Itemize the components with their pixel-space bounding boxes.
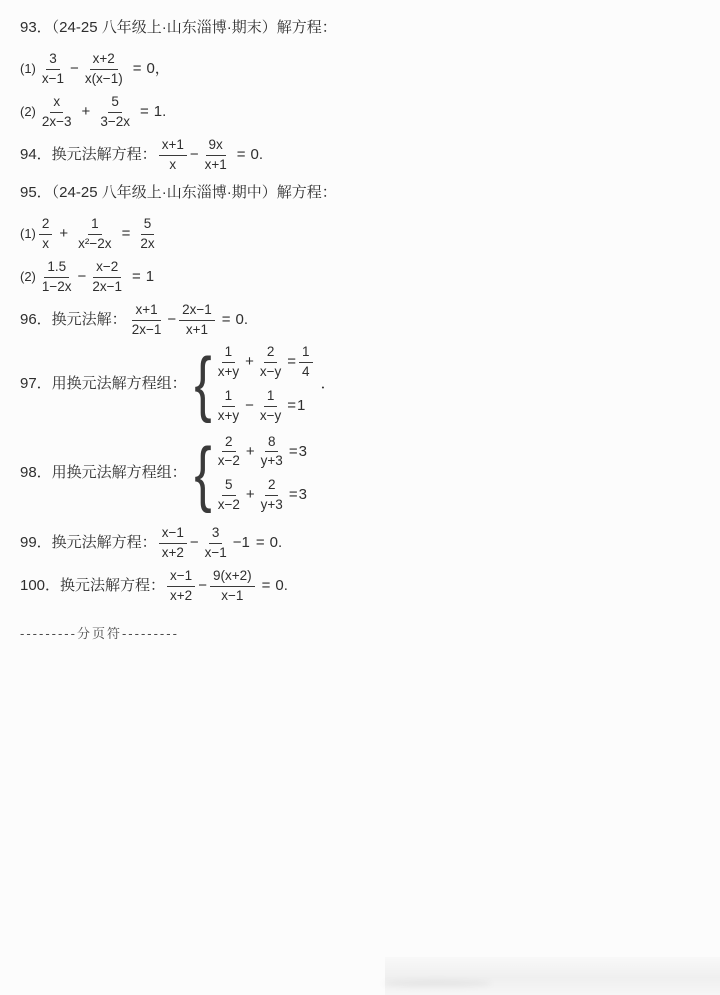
fraction-numerator: 3 (209, 525, 223, 544)
fraction-numerator: x−1 (159, 525, 187, 544)
fraction (159, 525, 187, 562)
fraction-numerator: 1 (222, 388, 236, 407)
math-text: = (236, 145, 246, 163)
fraction-numerator: x−2 (93, 259, 121, 278)
math-text: = (288, 442, 298, 460)
math-text: 96．换元法解： (20, 310, 127, 328)
fraction-numerator: x+1 (132, 302, 160, 321)
fraction (89, 259, 125, 296)
problem-94 (20, 135, 710, 175)
math-text: = (139, 102, 149, 120)
math-text: −1 (232, 533, 250, 551)
fraction-numerator: 1.5 (44, 259, 69, 278)
fraction (39, 51, 67, 88)
fraction (257, 344, 284, 381)
fraction-numerator: 5 (222, 477, 236, 496)
fraction (202, 525, 230, 562)
math-text: (2) (20, 268, 36, 284)
fraction-denominator: x−y (259, 407, 282, 423)
math-text: = (221, 310, 231, 328)
problem-95-part-1 (20, 214, 710, 254)
math-text: = (131, 267, 141, 285)
fraction-denominator: 3−2x (100, 113, 130, 129)
fraction (137, 216, 157, 253)
problem-97 (20, 344, 710, 425)
system-equation (213, 388, 315, 425)
fraction-denominator: x+2 (170, 587, 193, 603)
math-text: 100．换元法解方程： (20, 576, 166, 594)
math-text: + (81, 102, 91, 120)
math-text: 3 (298, 442, 307, 460)
fraction-denominator: x (42, 235, 50, 251)
fraction (258, 477, 286, 514)
equation-system (191, 434, 307, 515)
fraction-denominator: x(x−1) (84, 70, 123, 86)
fraction (179, 302, 215, 339)
math-text: (1) (20, 60, 36, 76)
fraction-denominator: x+y (217, 363, 240, 379)
math-text: 0. (235, 310, 249, 328)
fraction-denominator: 2x−1 (92, 278, 122, 294)
fraction (215, 344, 242, 381)
problem-99 (20, 523, 710, 563)
math-text: = (121, 224, 131, 242)
fraction-numerator: 9x (206, 137, 226, 156)
fraction-numerator: x (50, 94, 63, 113)
fraction-denominator: x−y (259, 363, 282, 379)
fraction (210, 568, 255, 605)
math-text: 3 (298, 486, 307, 504)
system-rows (213, 434, 307, 515)
fraction-numerator: 8 (265, 434, 279, 453)
fraction-denominator: x−2 (217, 453, 240, 469)
fraction (202, 137, 230, 174)
math-text: 0. (275, 576, 288, 594)
fraction-numerator: 2 (222, 434, 236, 453)
fraction (167, 568, 195, 605)
page-break-label: ---------分页符--------- (20, 626, 179, 641)
math-text: = (287, 396, 297, 414)
fraction-denominator: 1−2x (41, 278, 72, 294)
math-text: 99．换元法解方程： (20, 533, 157, 551)
fraction (159, 137, 187, 174)
fraction-numerator: 9(x+2) (210, 568, 255, 587)
fraction-denominator: x−2 (217, 497, 240, 513)
math-text: − (189, 145, 199, 163)
math-text: − (189, 533, 199, 551)
math-text: 98．用换元法解方程组： (20, 464, 187, 482)
fraction-denominator: x+2 (161, 544, 184, 560)
problem-93-part-2 (20, 92, 710, 132)
fraction (39, 259, 75, 296)
math-text: 1 (145, 267, 155, 285)
math-text: + (245, 486, 255, 504)
page-bottom-smudge (382, 980, 492, 987)
system-brace-icon: { (194, 344, 212, 425)
fraction (97, 94, 133, 131)
fraction (39, 94, 75, 131)
math-text: = (132, 59, 142, 77)
fraction-denominator: x−1 (204, 544, 227, 560)
fraction-numerator: 2 (265, 477, 279, 496)
math-text: + (245, 353, 254, 370)
fraction-denominator: 2x (140, 235, 155, 251)
page-bottom-shadow (385, 957, 720, 995)
fraction-numerator: 2 (264, 344, 278, 363)
problem-93-header (20, 16, 710, 40)
math-text: − (245, 396, 254, 414)
fraction-denominator: 4 (302, 363, 310, 379)
fraction-denominator: y+3 (260, 497, 283, 513)
fraction (75, 216, 114, 253)
system-brace-icon: { (194, 433, 212, 514)
math-text: 97．用换元法解方程组： (20, 374, 187, 392)
math-text: ． (320, 374, 336, 392)
math-text: = (261, 576, 271, 594)
fraction-denominator: x−1 (41, 70, 65, 86)
math-text: − (77, 267, 87, 285)
document-body (20, 14, 710, 645)
problem-95-header (20, 181, 710, 205)
problem-96 (20, 300, 710, 340)
fraction-denominator: x (169, 156, 177, 172)
fraction (82, 51, 126, 88)
fraction-denominator: y+3 (260, 453, 283, 469)
fraction (129, 302, 165, 339)
fraction (258, 434, 286, 471)
system-equation (213, 477, 307, 514)
math-text: 93．（24-25 八年级上·山东淄博·期末）解方程： (20, 18, 337, 36)
fraction (39, 216, 53, 253)
math-text: 0， (146, 59, 170, 77)
fraction (299, 344, 313, 381)
math-text: (1) (20, 225, 36, 241)
math-text: 1. (153, 102, 167, 120)
math-text: 0. (250, 145, 264, 163)
fraction (215, 477, 243, 514)
fraction-denominator: x−1 (221, 587, 244, 603)
fraction-numerator: 3 (46, 51, 60, 70)
math-text: + (245, 442, 255, 460)
math-text: − (70, 59, 79, 77)
fraction-numerator: 1 (264, 388, 278, 407)
fraction-denominator: 2x−3 (41, 113, 72, 129)
fraction-numerator: 5 (141, 216, 155, 235)
problem-95-part-2 (20, 257, 710, 297)
fraction (257, 388, 284, 425)
math-text: + (59, 224, 69, 242)
math-text: 1 (297, 396, 306, 414)
fraction-denominator: x²−2x (78, 235, 112, 251)
problem-93-part-1 (20, 49, 710, 89)
math-text: (2) (20, 103, 36, 119)
problem-98 (20, 434, 710, 515)
math-text: − (167, 310, 177, 328)
math-text: = (288, 486, 298, 504)
fraction-numerator: x+1 (159, 137, 187, 156)
fraction-numerator: 1 (222, 344, 236, 363)
fraction-numerator: x+2 (90, 51, 118, 70)
fraction (215, 388, 242, 425)
fraction-numerator: x−1 (167, 568, 195, 587)
system-equation (213, 344, 315, 381)
equation-system (191, 344, 315, 425)
fraction-numerator: 2x−1 (179, 302, 215, 321)
fraction-numerator: 2 (39, 216, 53, 235)
math-text: 95．（24-25 八年级上·山东淄博·期中）解方程： (20, 183, 337, 201)
fraction-denominator: x+1 (204, 156, 227, 172)
system-equation (213, 434, 307, 471)
math-text: = (287, 353, 297, 370)
problem-100 (20, 566, 710, 606)
math-text: 94．换元法解方程： (20, 145, 157, 163)
fraction-numerator: 1 (299, 344, 313, 363)
fraction-denominator: x+y (217, 407, 240, 423)
fraction (215, 434, 243, 471)
math-text: − (198, 576, 207, 594)
system-rows (213, 344, 315, 425)
fraction-denominator: x+1 (185, 321, 209, 337)
math-text: = (255, 533, 265, 551)
page-break-marker (20, 626, 710, 642)
fraction-numerator: 1 (88, 216, 102, 235)
fraction-denominator: 2x−1 (131, 321, 162, 337)
math-text: 0. (269, 533, 283, 551)
fraction-numerator: 5 (108, 94, 122, 113)
